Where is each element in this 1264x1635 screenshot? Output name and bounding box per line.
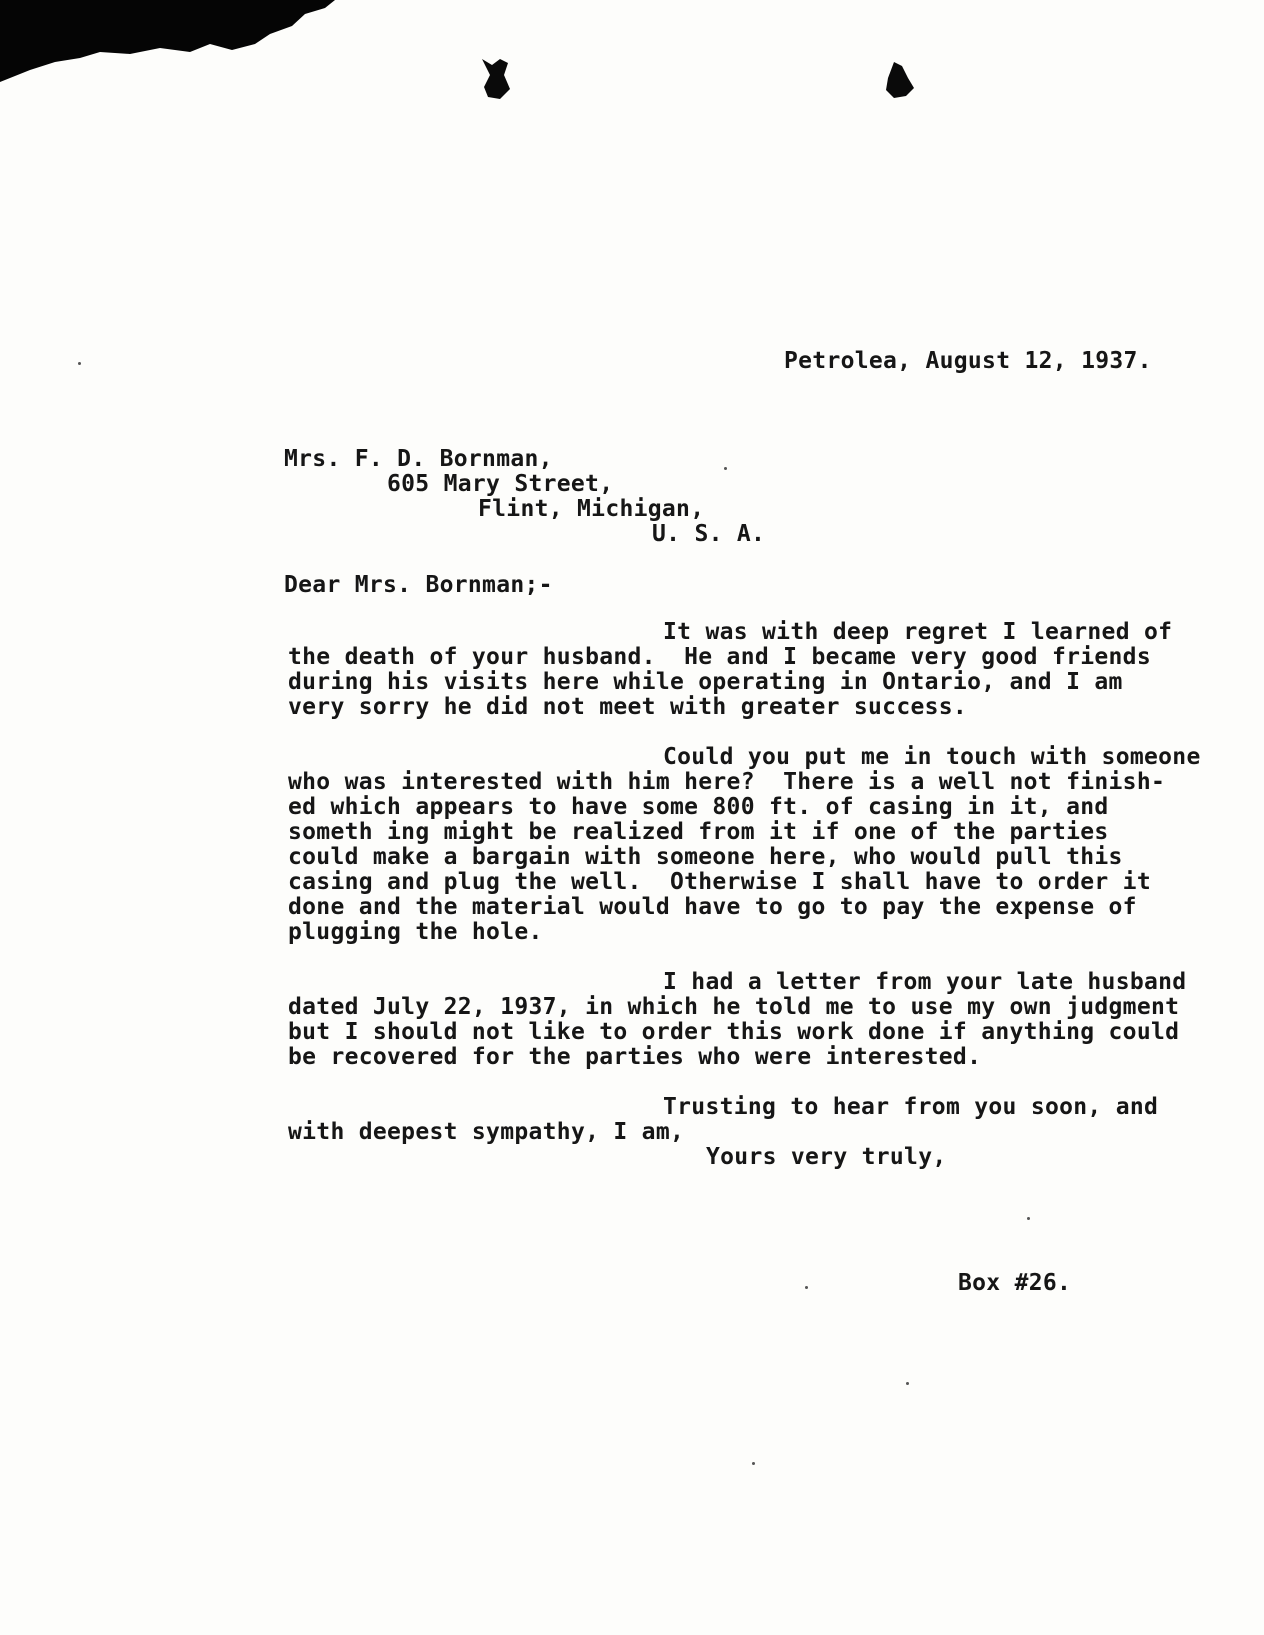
paragraph-2-line: who was interested with him here? There is a well not finish- (288, 769, 1166, 795)
paragraph-4-line: Trusting to hear from you soon, and (663, 1094, 1159, 1120)
paragraph-3-line: dated July 22, 1937, in which he told me to use my own judgment (288, 994, 1180, 1020)
punch-hole-right (880, 58, 920, 108)
salutation: Dear Mrs. Bornman;- (284, 572, 553, 598)
paragraph-2-line: ed which appears to have some 800 ft. of casing in it, and (288, 794, 1109, 820)
dateline: Petrolea, August 12, 1937. (784, 348, 1152, 374)
paragraph-3-line: I had a letter from your late husband (663, 969, 1187, 995)
paper-speck (78, 362, 81, 365)
address-line-city: Flint, Michigan, (478, 496, 705, 522)
paragraph-2-line: plugging the hole. (288, 919, 543, 945)
paragraph-1-line: the death of your husband. He and I became very good friends (288, 644, 1151, 670)
address-line-country: U. S. A. (652, 521, 766, 547)
paragraph-4-line: with deepest sympathy, I am, (288, 1119, 685, 1145)
paragraph-1-line: very sorry he did not meet with greater success. (288, 694, 968, 720)
paragraph-2-line: someth ing might be realized from it if one of the parties (288, 819, 1109, 845)
paper-speck (906, 1382, 909, 1385)
paper-speck (724, 467, 727, 470)
punch-hole-left (478, 55, 518, 105)
address-line-name: Mrs. F. D. Bornman, (284, 446, 553, 472)
paragraph-3-line: but I should not like to order this work done if anything could (288, 1019, 1180, 1045)
paragraph-1-line: It was with deep regret I learned of (663, 619, 1173, 645)
address-line-street: 605 Mary Street, (387, 471, 614, 497)
paper-speck (805, 1286, 808, 1289)
box-note: Box #26. (958, 1270, 1072, 1296)
paragraph-3-line: be recovered for the parties who were interested. (288, 1044, 982, 1070)
closing: Yours very truly, (706, 1144, 947, 1170)
torn-corner-mark (0, 0, 350, 100)
paragraph-2-line: Could you put me in touch with someone (663, 744, 1201, 770)
paper-speck (1027, 1217, 1030, 1220)
paper-speck (752, 1462, 755, 1465)
paragraph-2-line: casing and plug the well. Otherwise I shall have to order it (288, 869, 1151, 895)
paragraph-2-line: done and the material would have to go to pay the expense of (288, 894, 1137, 920)
paragraph-1-line: during his visits here while operating in Ontario, and I am (288, 669, 1123, 695)
paragraph-2-line: could make a bargain with someone here, who would pull this (288, 844, 1123, 870)
